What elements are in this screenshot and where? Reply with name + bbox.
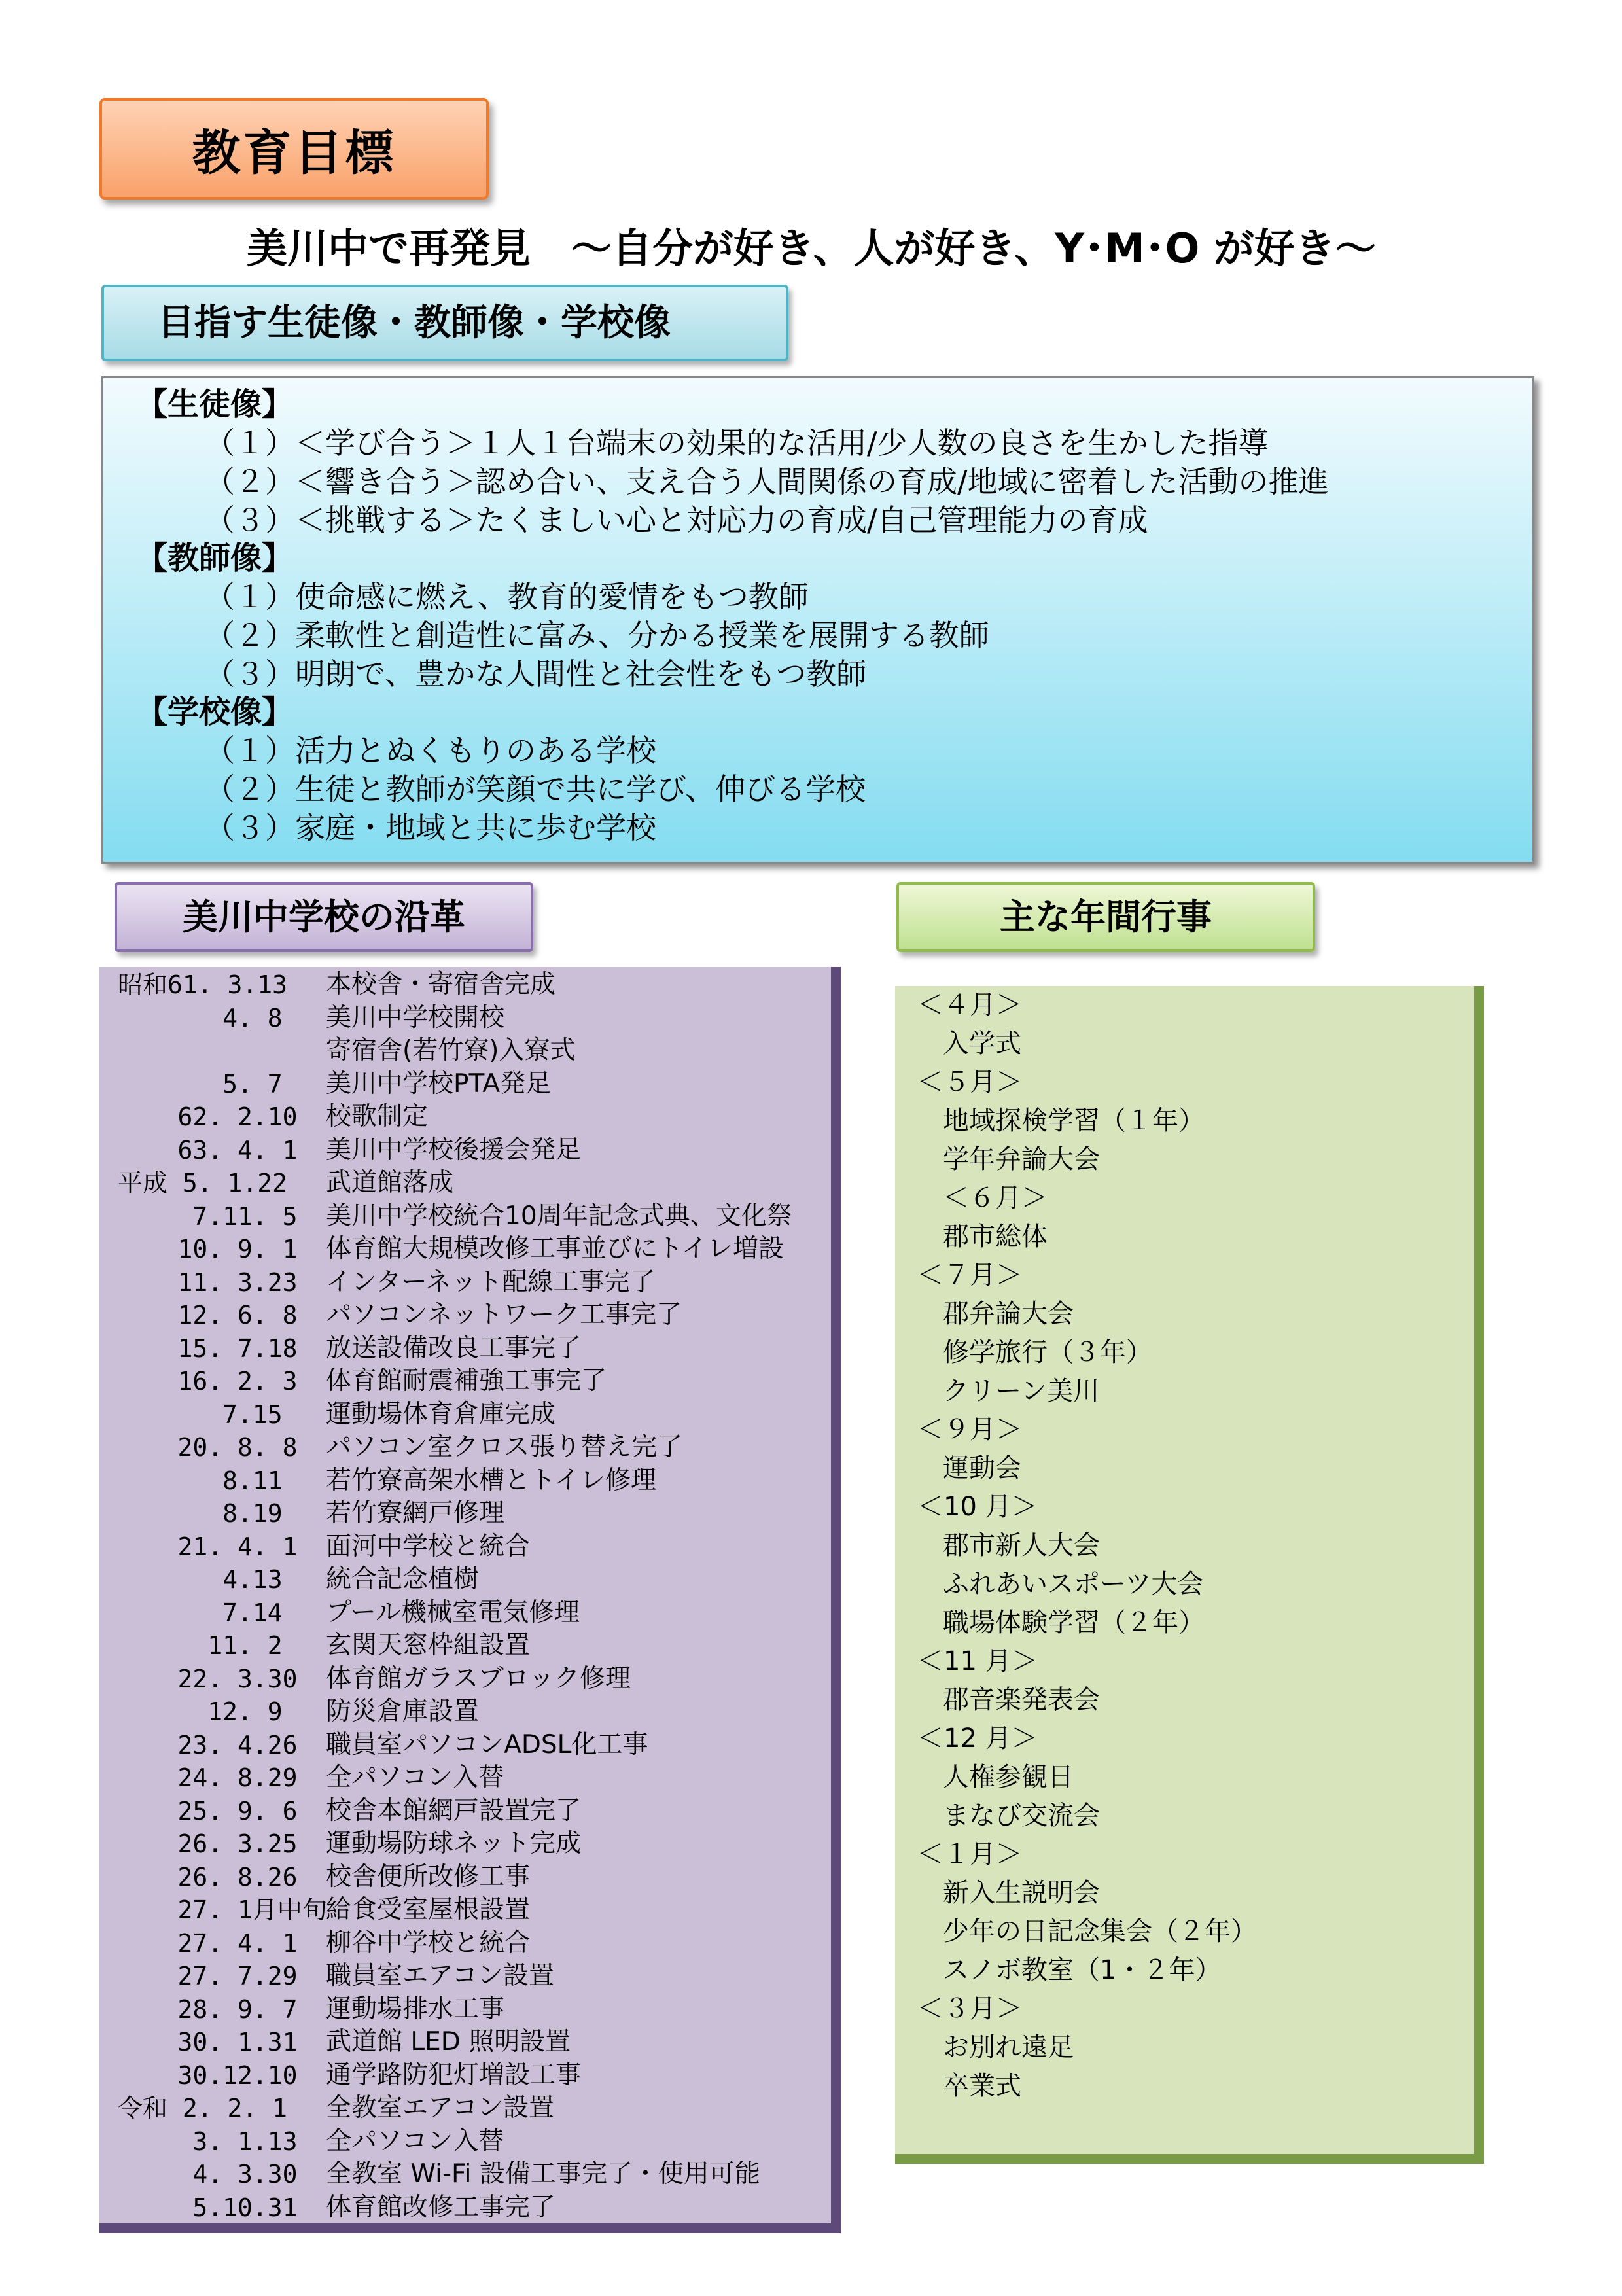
history-event: 校舎本館網戸設置完了 xyxy=(326,1795,582,1826)
history-row xyxy=(99,1431,831,1464)
history-row xyxy=(99,2059,831,2093)
ideals-panel xyxy=(101,376,1534,864)
history-date: 27. 7.29 xyxy=(118,1962,298,1990)
event-item: スノボ教室（1・２年） xyxy=(943,1955,1222,1985)
event-item: 運動会 xyxy=(943,1453,1021,1483)
history-event: 若竹寮高架水槽とトイレ修理 xyxy=(326,1465,657,1495)
event-month: ＜７月＞ xyxy=(917,1260,1022,1290)
event-item: ふれあいスポーツ大会 xyxy=(943,1569,1204,1599)
history-row xyxy=(99,2125,831,2159)
history-event: 体育館改修工事完了 xyxy=(326,2192,556,2222)
history-row xyxy=(99,1927,831,1960)
history-event: 運動場排水工事 xyxy=(326,1994,505,2024)
history-row xyxy=(99,1993,831,2026)
event-month: ＜10 月＞ xyxy=(917,1492,1038,1522)
history-row xyxy=(99,1266,831,1299)
history-event: 体育館耐震補強工事完了 xyxy=(326,1366,607,1396)
event-item: 入学式 xyxy=(943,1029,1021,1059)
history-row xyxy=(99,1332,831,1366)
ideals-heading: 目指す生徒像・教師像・学校像 xyxy=(101,285,788,361)
history-event: 美川中学校PTA発足 xyxy=(326,1069,551,1099)
history-date: 21. 4. 1 xyxy=(118,1532,298,1561)
ideal-item: （２）生徒と教師が笑顔で共に学び、伸びる学校 xyxy=(205,771,866,807)
history-date: 26. 3.25 xyxy=(118,1829,298,1858)
event-item: 修学旅行（３年） xyxy=(943,1337,1152,1368)
history-row xyxy=(99,1894,831,1927)
history-date: 令和 2. 2. 1 xyxy=(118,2094,288,2123)
history-list xyxy=(99,967,841,2233)
history-date: 15. 7.18 xyxy=(118,1333,298,1363)
event-month: ＜３月＞ xyxy=(917,1994,1022,2024)
history-row xyxy=(99,1629,831,1663)
history-date: 11. 2 xyxy=(118,1631,283,1660)
history-date: 24. 8.29 xyxy=(118,1763,298,1792)
event-item: 少年の日記念集会（２年） xyxy=(943,1916,1257,1947)
history-row xyxy=(99,1233,831,1266)
history-row xyxy=(99,968,831,1002)
ideal-item: （２）＜響き合う＞認め合い、支え合う人間関係の育成/地域に密着した活動の推進 xyxy=(205,464,1329,499)
event-item: 新入生説明会 xyxy=(943,1878,1100,1908)
ideal-item: （２）柔軟性と創造性に富み、分かる授業を展開する教師 xyxy=(205,618,989,653)
history-row xyxy=(99,1068,831,1101)
history-date: 4. 8 xyxy=(118,1003,283,1033)
event-month: ＜５月＞ xyxy=(917,1067,1022,1097)
event-month: ＜９月＞ xyxy=(917,1415,1022,1445)
event-item: 卒業式 xyxy=(943,2071,1021,2101)
events-list xyxy=(895,986,1484,2164)
events-heading: 主な年間行事 xyxy=(896,882,1315,952)
history-event: 校舎便所改修工事 xyxy=(326,1862,531,1892)
history-date: 7.15 xyxy=(118,1400,283,1429)
history-row xyxy=(99,1034,831,1068)
history-event: 体育館ガラスブロック修理 xyxy=(326,1663,631,1693)
history-event: 武道館 LED 照明設置 xyxy=(326,2027,571,2057)
history-date: 20. 8. 8 xyxy=(118,1433,298,1462)
event-month: ＜４月＞ xyxy=(917,990,1022,1020)
history-event: 校歌制定 xyxy=(326,1102,429,1131)
history-event: 通学路防犯灯増設工事 xyxy=(326,2060,582,2090)
history-event: 運動場防球ネット完成 xyxy=(326,1829,582,1858)
history-event: 美川中学校統合10周年記念式典、文化祭 xyxy=(326,1201,792,1231)
history-date: 16. 2. 3 xyxy=(118,1367,298,1396)
history-row xyxy=(99,1563,831,1597)
history-row xyxy=(99,1729,831,1762)
history-row xyxy=(99,2092,831,2125)
history-row xyxy=(99,1200,831,1233)
history-event: 防災倉庫設置 xyxy=(326,1697,480,1726)
history-date: 30. 1.31 xyxy=(118,2028,298,2057)
event-item: 郡音楽発表会 xyxy=(943,1685,1100,1715)
history-date: 62. 2.10 xyxy=(118,1103,298,1131)
history-event: 若竹寮網戸修理 xyxy=(326,1498,505,1528)
history-row xyxy=(99,1002,831,1035)
history-row xyxy=(99,1597,831,1630)
ideal-item: （１）使命感に燃え、教育的愛情をもつ教師 xyxy=(205,579,809,614)
history-date: 22. 3.30 xyxy=(118,1664,298,1693)
event-item: まなび交流会 xyxy=(943,1801,1100,1831)
history-date: 8.11 xyxy=(118,1466,283,1495)
event-item: 地域探検学習（１年） xyxy=(943,1106,1205,1136)
event-item: 郡市総体 xyxy=(943,1222,1048,1252)
history-event: 統合記念植樹 xyxy=(326,1564,480,1594)
history-event: 職員室エアコン設置 xyxy=(326,1961,555,1990)
history-date: 63. 4. 1 xyxy=(118,1135,298,1165)
history-date: 7.11. 5 xyxy=(118,1201,298,1231)
history-row xyxy=(99,1134,831,1167)
event-month: ＜１月＞ xyxy=(917,1839,1022,1869)
event-item: お別れ遠足 xyxy=(943,2032,1074,2062)
history-event: 全パソコン入替 xyxy=(326,2126,504,2156)
history-row xyxy=(99,2026,831,2059)
history-event: 全教室エアコン設置 xyxy=(326,2093,555,2123)
history-date: 5.10.31 xyxy=(118,2193,298,2222)
event-item: 学年弁論大会 xyxy=(943,1144,1100,1174)
history-date: 10. 9. 1 xyxy=(118,1235,298,1263)
event-item: 人権参観日 xyxy=(943,1762,1074,1792)
ideal-item: （３）明朗で、豊かな人間性と社会性をもつ教師 xyxy=(205,656,867,692)
history-date: 11. 3.23 xyxy=(118,1267,298,1297)
history-date: 27. 4. 1 xyxy=(118,1928,298,1958)
history-row xyxy=(99,1795,831,1828)
history-date: 12. 9 xyxy=(118,1697,283,1726)
history-event: プール機械室電気修理 xyxy=(326,1597,580,1627)
history-event: 柳谷中学校と統合 xyxy=(326,1928,531,1958)
history-row xyxy=(99,1464,831,1498)
event-month: ＜11 月＞ xyxy=(917,1646,1038,1676)
history-date: 12. 6. 8 xyxy=(118,1301,298,1330)
event-item: 職場体験学習（２年） xyxy=(943,1608,1205,1638)
history-date: 平成 5. 1.22 xyxy=(118,1169,288,1197)
history-row xyxy=(99,1960,831,1993)
event-month: ＜６月＞ xyxy=(943,1183,1048,1213)
ideal-item: （３）＜挑戦する＞たくましい心と対応力の育成/自己管理能力の育成 xyxy=(205,503,1148,538)
history-date: 8.19 xyxy=(118,1499,283,1528)
history-date: 30.12.10 xyxy=(118,2060,298,2090)
history-event: 寄宿舎(若竹寮)入寮式 xyxy=(326,1036,576,1065)
school-slogan: 美川中で再発見 ～自分が好き、人が好き、Y･M･O が好き～ xyxy=(247,224,1376,272)
event-item: 郡市新人大会 xyxy=(943,1530,1100,1561)
ideal-item: （３）家庭・地域と共に歩む学校 xyxy=(205,810,656,845)
event-month: ＜12 月＞ xyxy=(917,1723,1038,1754)
history-date: 3. 1.13 xyxy=(118,2127,298,2156)
history-event: インターネット配線工事完了 xyxy=(326,1267,656,1297)
history-date: 25. 9. 6 xyxy=(118,1796,298,1826)
history-event: 面河中学校と統合 xyxy=(326,1531,531,1561)
history-event: 運動場体育倉庫完成 xyxy=(326,1399,556,1429)
history-date: 7.14 xyxy=(118,1598,283,1627)
history-row xyxy=(99,1861,831,1894)
history-event: 全パソコン入替 xyxy=(326,1763,504,1792)
history-event: パソコン室クロス張り替え完了 xyxy=(326,1432,683,1462)
history-date: 4. 3.30 xyxy=(118,2160,298,2189)
history-row xyxy=(99,1828,831,1861)
history-event: 職員室パソコンADSL化工事 xyxy=(326,1729,648,1759)
history-row xyxy=(99,1497,831,1530)
ideal-category: 【生徒像】 xyxy=(136,386,294,423)
history-row xyxy=(99,1299,831,1332)
history-event: 全教室 Wi-Fi 設備工事完了・使用可能 xyxy=(326,2159,760,2189)
history-date: 27. 1月中旬 xyxy=(118,1896,327,1924)
history-heading: 美川中学校の沿革 xyxy=(115,882,533,952)
history-date: 4.13 xyxy=(118,1565,283,1594)
history-date: 昭和61. 3.13 xyxy=(118,970,288,999)
history-row xyxy=(99,1663,831,1696)
history-row xyxy=(99,1761,831,1795)
history-event: 本校舎・寄宿舎完成 xyxy=(326,970,556,999)
history-event: パソコンネットワーク工事完了 xyxy=(326,1300,682,1330)
history-date: 23. 4.26 xyxy=(118,1730,298,1759)
history-date: 26. 8.26 xyxy=(118,1862,298,1892)
history-event: 美川中学校後援会発足 xyxy=(326,1135,582,1165)
history-event: 体育館大規模改修工事並びにトイレ増設 xyxy=(326,1234,785,1263)
history-row xyxy=(99,1530,831,1564)
ideal-category: 【教師像】 xyxy=(136,540,294,576)
history-date: 5. 7 xyxy=(118,1069,283,1099)
history-row xyxy=(99,2158,831,2191)
history-event: 給食受室屋根設置 xyxy=(326,1895,531,1924)
history-row xyxy=(99,2191,831,2225)
page-title: 教育目標 xyxy=(99,98,489,200)
event-item: クリーン美川 xyxy=(943,1376,1100,1406)
ideal-category: 【学校像】 xyxy=(136,694,294,730)
history-row xyxy=(99,1365,831,1398)
history-date: 28. 9. 7 xyxy=(118,1994,298,2024)
ideal-item: （１）活力とぬくもりのある学校 xyxy=(205,733,656,768)
ideal-item: （１）＜学び合う＞１人１台端末の効果的な活用/少人数の良さを生かした指導 xyxy=(205,425,1269,461)
event-item: 郡弁論大会 xyxy=(943,1299,1074,1329)
history-row xyxy=(99,1101,831,1134)
history-event: 放送設備改良工事完了 xyxy=(326,1333,582,1363)
history-event: 武道館落成 xyxy=(326,1168,454,1197)
history-event: 美川中学校開校 xyxy=(326,1002,505,1033)
history-row xyxy=(99,1167,831,1200)
history-row xyxy=(99,1398,831,1432)
history-row xyxy=(99,1695,831,1729)
history-event: 玄関天窓枠組設置 xyxy=(326,1631,531,1660)
